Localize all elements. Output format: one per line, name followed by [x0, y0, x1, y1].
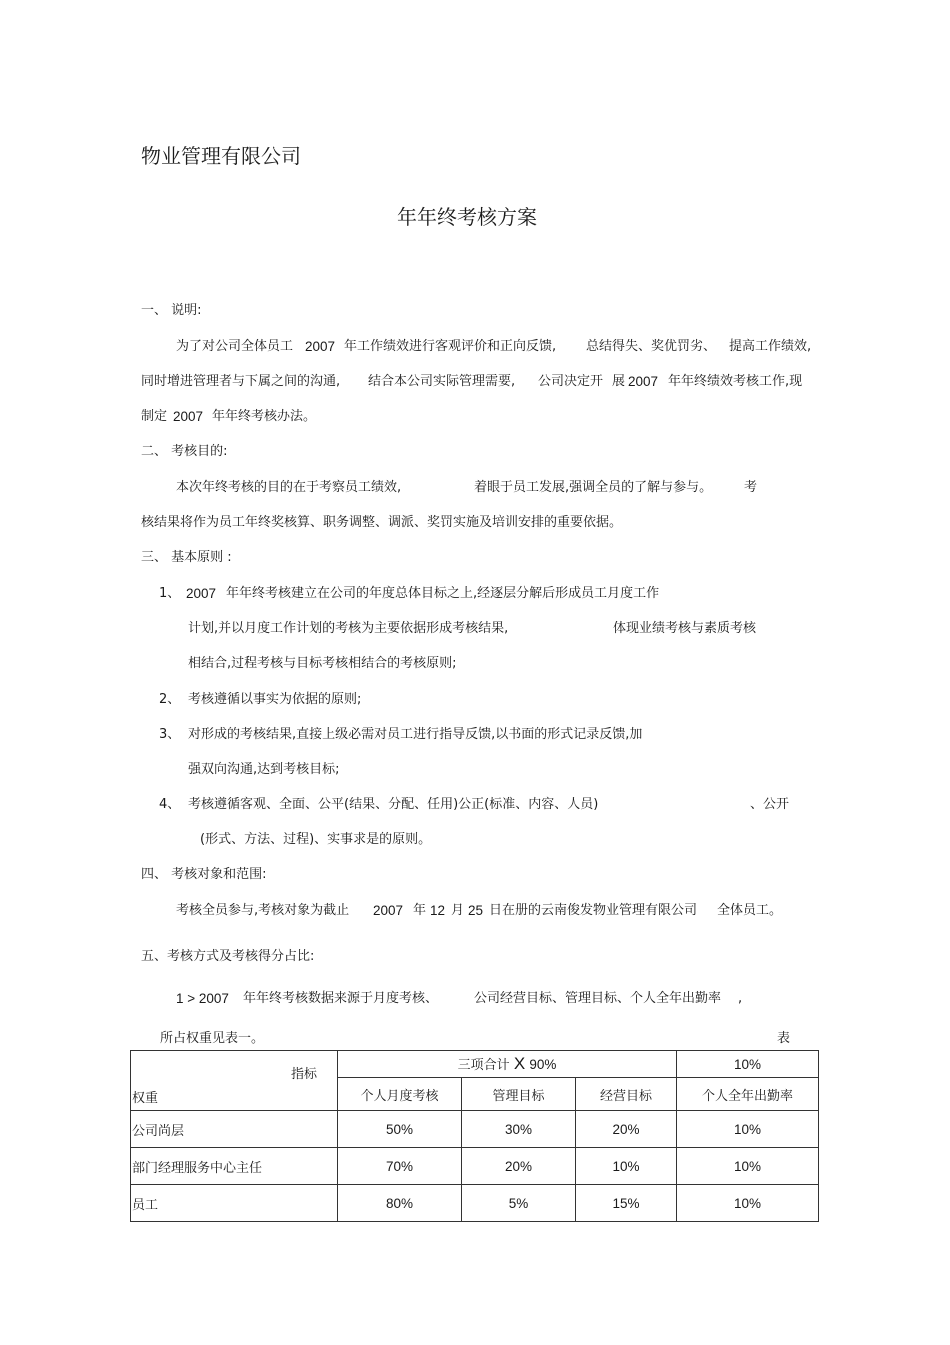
table-cell: 10%: [677, 1111, 819, 1148]
principle-number: 2、: [159, 692, 181, 707]
corner-label-weight: 权重: [132, 1091, 159, 1106]
table-row: [131, 1185, 819, 1222]
sec5-item-number: 1 > 2007: [176, 991, 229, 1006]
table-row: [131, 1148, 819, 1185]
sec4-text: 日在册的云南俊发物业管理有限公司: [489, 903, 698, 918]
table-row: [131, 1111, 819, 1148]
group-header-multiplier: X: [513, 1054, 526, 1073]
sec1-text: 制定: [141, 409, 168, 424]
section-2-heading: 二、 考核目的:: [141, 444, 228, 459]
sec1-year: 2007: [305, 339, 336, 354]
sec4-text: 月: [451, 903, 465, 918]
section-4-heading: 四、 考核对象和范围:: [141, 867, 267, 882]
sec1-year: 2007: [628, 374, 659, 389]
sec1-text: 为了对公司全体员工: [176, 339, 294, 354]
sec1-text: 公司决定开: [538, 374, 604, 389]
sec1-year: 2007: [173, 409, 204, 424]
sec1-text: 展: [612, 374, 626, 389]
table-cell: 20%: [576, 1111, 677, 1148]
sec4-text: 考核全员参与,考核对象为截止: [176, 903, 350, 918]
sec2-text: 着眼于员工发展,强调全员的了解与参与。: [474, 480, 713, 495]
sec1-text: 年工作绩效进行客观评价和正向反馈,: [344, 339, 557, 354]
principle-text: 考核遵循以事实为依据的原则;: [188, 692, 362, 707]
section-5-heading: 五、考核方式及考核得分占比:: [141, 949, 315, 964]
column-header: 个人月度考核: [338, 1078, 462, 1111]
sec1-text: 总结得失、奖优罚劣、: [586, 339, 717, 354]
row-label: 部门经理服务中心主任: [131, 1148, 338, 1185]
sec5-text: 所占权重见表一。: [160, 1031, 265, 1046]
sec2-text: 核结果将作为员工年终奖核算、职务调整、调派、奖罚实施及培训安排的重要依据。: [141, 515, 623, 530]
principle-text: 年年终考核建立在公司的年度总体目标之上,经逐层分解后形成员工月度工作: [226, 586, 660, 601]
section-1-heading: 一、 说明:: [141, 303, 202, 318]
principle-text: 强双向沟通,达到考核目标;: [188, 762, 340, 777]
company-name: 物业管理有限公司: [141, 144, 301, 168]
table-cell: 5%: [462, 1185, 576, 1222]
table-cell: 10%: [677, 1148, 819, 1185]
column-header: 管理目标: [462, 1078, 576, 1111]
table-cell: 10%: [576, 1148, 677, 1185]
table-caption: 表: [777, 1031, 791, 1046]
sec2-text: 考: [744, 480, 758, 495]
table-cell: 10%: [677, 1185, 819, 1222]
column-header: 经营目标: [576, 1078, 677, 1111]
table-cell: 70%: [338, 1148, 462, 1185]
principle-text: 、公开: [750, 797, 790, 812]
row-label: 员工: [131, 1185, 338, 1222]
table-cell: 30%: [462, 1111, 576, 1148]
group-header-label: 三项合计: [457, 1058, 510, 1073]
principle-year: 2007: [186, 586, 217, 601]
sec1-text: 提高工作绩效,: [729, 339, 812, 354]
principle-number: 4、: [159, 797, 181, 812]
sec5-text: ,: [738, 991, 743, 1006]
principle-text: 考核遵循客观、全面、公平(结果、分配、任用)公正(标准、内容、人员): [188, 797, 599, 812]
table-cell: 15%: [576, 1185, 677, 1222]
principle-text: 计划,并以月度工作计划的考核为主要依据形成考核结果,: [188, 621, 509, 636]
section-3-heading: 三、 基本原则 :: [141, 550, 232, 565]
sec1-text: 年年终绩效考核工作,现: [668, 374, 803, 389]
column-header: 个人全年出勤率: [677, 1078, 819, 1111]
group-header-percent: 90%: [529, 1057, 557, 1072]
corner-label-indicator: 指标: [291, 1067, 318, 1082]
sec4-day: 25: [468, 903, 484, 918]
group-header-attendance: 10%: [677, 1051, 819, 1078]
principle-text: 相结合,过程考核与目标考核相结合的考核原则;: [188, 656, 457, 671]
sec2-text: 本次年终考核的目的在于考察员工绩效,: [176, 480, 402, 495]
sec4-text: 年: [413, 903, 427, 918]
principle-number: 3、: [159, 727, 181, 742]
principle-number: 1、: [159, 586, 181, 601]
sec5-text: 公司经营目标、管理目标、个人全年出勤率: [474, 991, 722, 1006]
sec4-month: 12: [430, 903, 446, 918]
document-title: 年年终考核方案: [397, 205, 537, 229]
sec4-year: 2007: [373, 903, 404, 918]
sec4-text: 全体员工。: [717, 903, 783, 918]
sec5-text: 年年终考核数据来源于月度考核、: [243, 991, 439, 1006]
sec1-text: 结合本公司实际管理需要,: [368, 374, 516, 389]
group-header-total: [338, 1051, 677, 1078]
sec1-text: 同时增进管理者与下属之间的沟通,: [141, 374, 341, 389]
sec1-text: 年年终考核办法。: [212, 409, 317, 424]
principle-text: 体现业绩考核与素质考核: [613, 621, 757, 636]
table-corner-cell: [131, 1051, 338, 1111]
principle-text: (形式、方法、过程)、实事求是的原则。: [200, 832, 432, 847]
table-cell: 50%: [338, 1111, 462, 1148]
table-cell: 20%: [462, 1148, 576, 1185]
row-label: 公司尚层: [131, 1111, 338, 1148]
table-cell: 80%: [338, 1185, 462, 1222]
weight-table: [130, 1050, 819, 1222]
principle-text: 对形成的考核结果,直接上级必需对员工进行指导反馈,以书面的形式记录反馈,加: [188, 727, 643, 742]
